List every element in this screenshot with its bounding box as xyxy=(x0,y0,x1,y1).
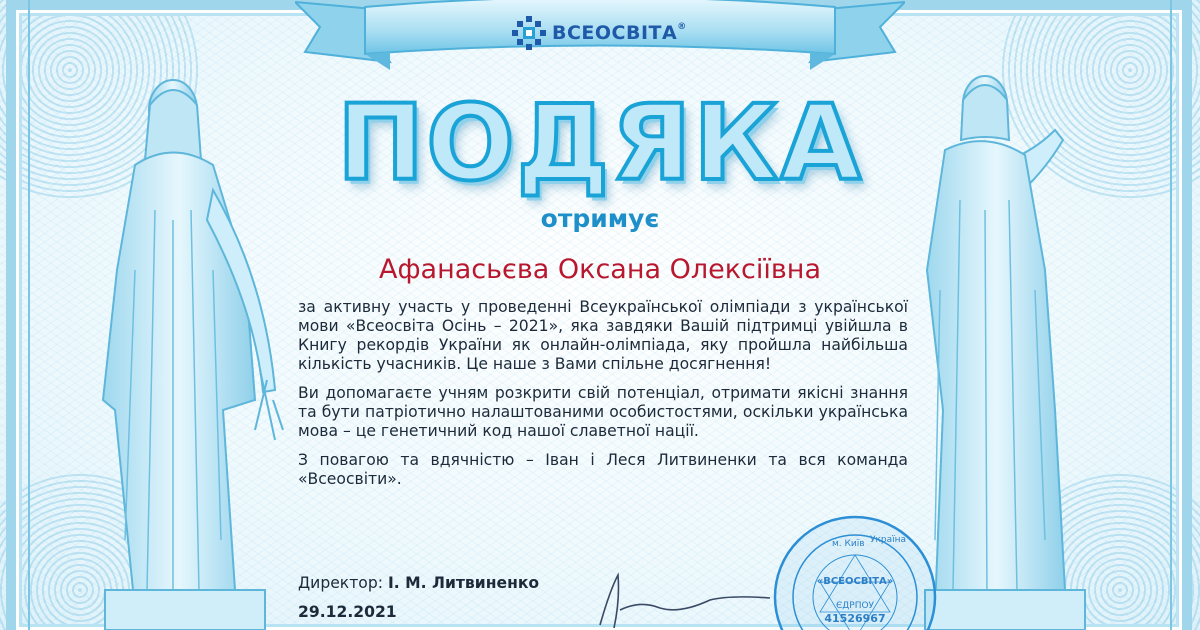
paragraph: З повагою та вдячністю – Іван і Леся Литвиненки та вся команда «Всеосвіти». xyxy=(298,451,908,488)
logo-text: ВСЕОСВІТА® xyxy=(552,22,687,44)
stamp-country: Україна xyxy=(870,535,907,545)
director-name: І. М. Литвиненко xyxy=(387,574,540,592)
stamp-code: 41526967 xyxy=(824,612,886,625)
date: 29.12.2021 xyxy=(298,603,397,621)
paragraph: за активну участь у проведенні Всеукраїнської олімпіади з української мови «Всеосвіта Осінь – 2021», яка завдяки Вашій підтримці увійшла в Книгу рекордів України як онлайн-олімпіада, яку пройшла найбільша кількість учасників. Це наше з Вами спільне досягнення! xyxy=(298,298,908,373)
body-text xyxy=(298,298,908,499)
vseosvita-logo xyxy=(512,16,687,50)
official-stamp xyxy=(770,512,940,630)
director-label: Директор: xyxy=(298,574,384,592)
paragraph: Ви допомагаєте учням розкрити свій потенціал, отримати якісні знання та бути патріотично налаштованими особистостями, оскільки українська мова – це генетичний код нашої славетної нації. xyxy=(298,384,908,440)
director-line xyxy=(298,574,539,592)
subtitle: отримує xyxy=(540,204,660,233)
stamp-city: м. Київ xyxy=(832,539,865,549)
certificate-title: ПОДЯКА xyxy=(337,82,863,204)
stamp-center-text: «ВСЕОСВІТА» xyxy=(816,576,894,587)
recipient-name: Афанасьєва Оксана Олексіївна xyxy=(378,254,822,285)
director-signature xyxy=(580,570,780,630)
stamp-code-label: ЄДРПОУ xyxy=(835,601,875,611)
snowflake-logo-icon xyxy=(512,16,546,50)
